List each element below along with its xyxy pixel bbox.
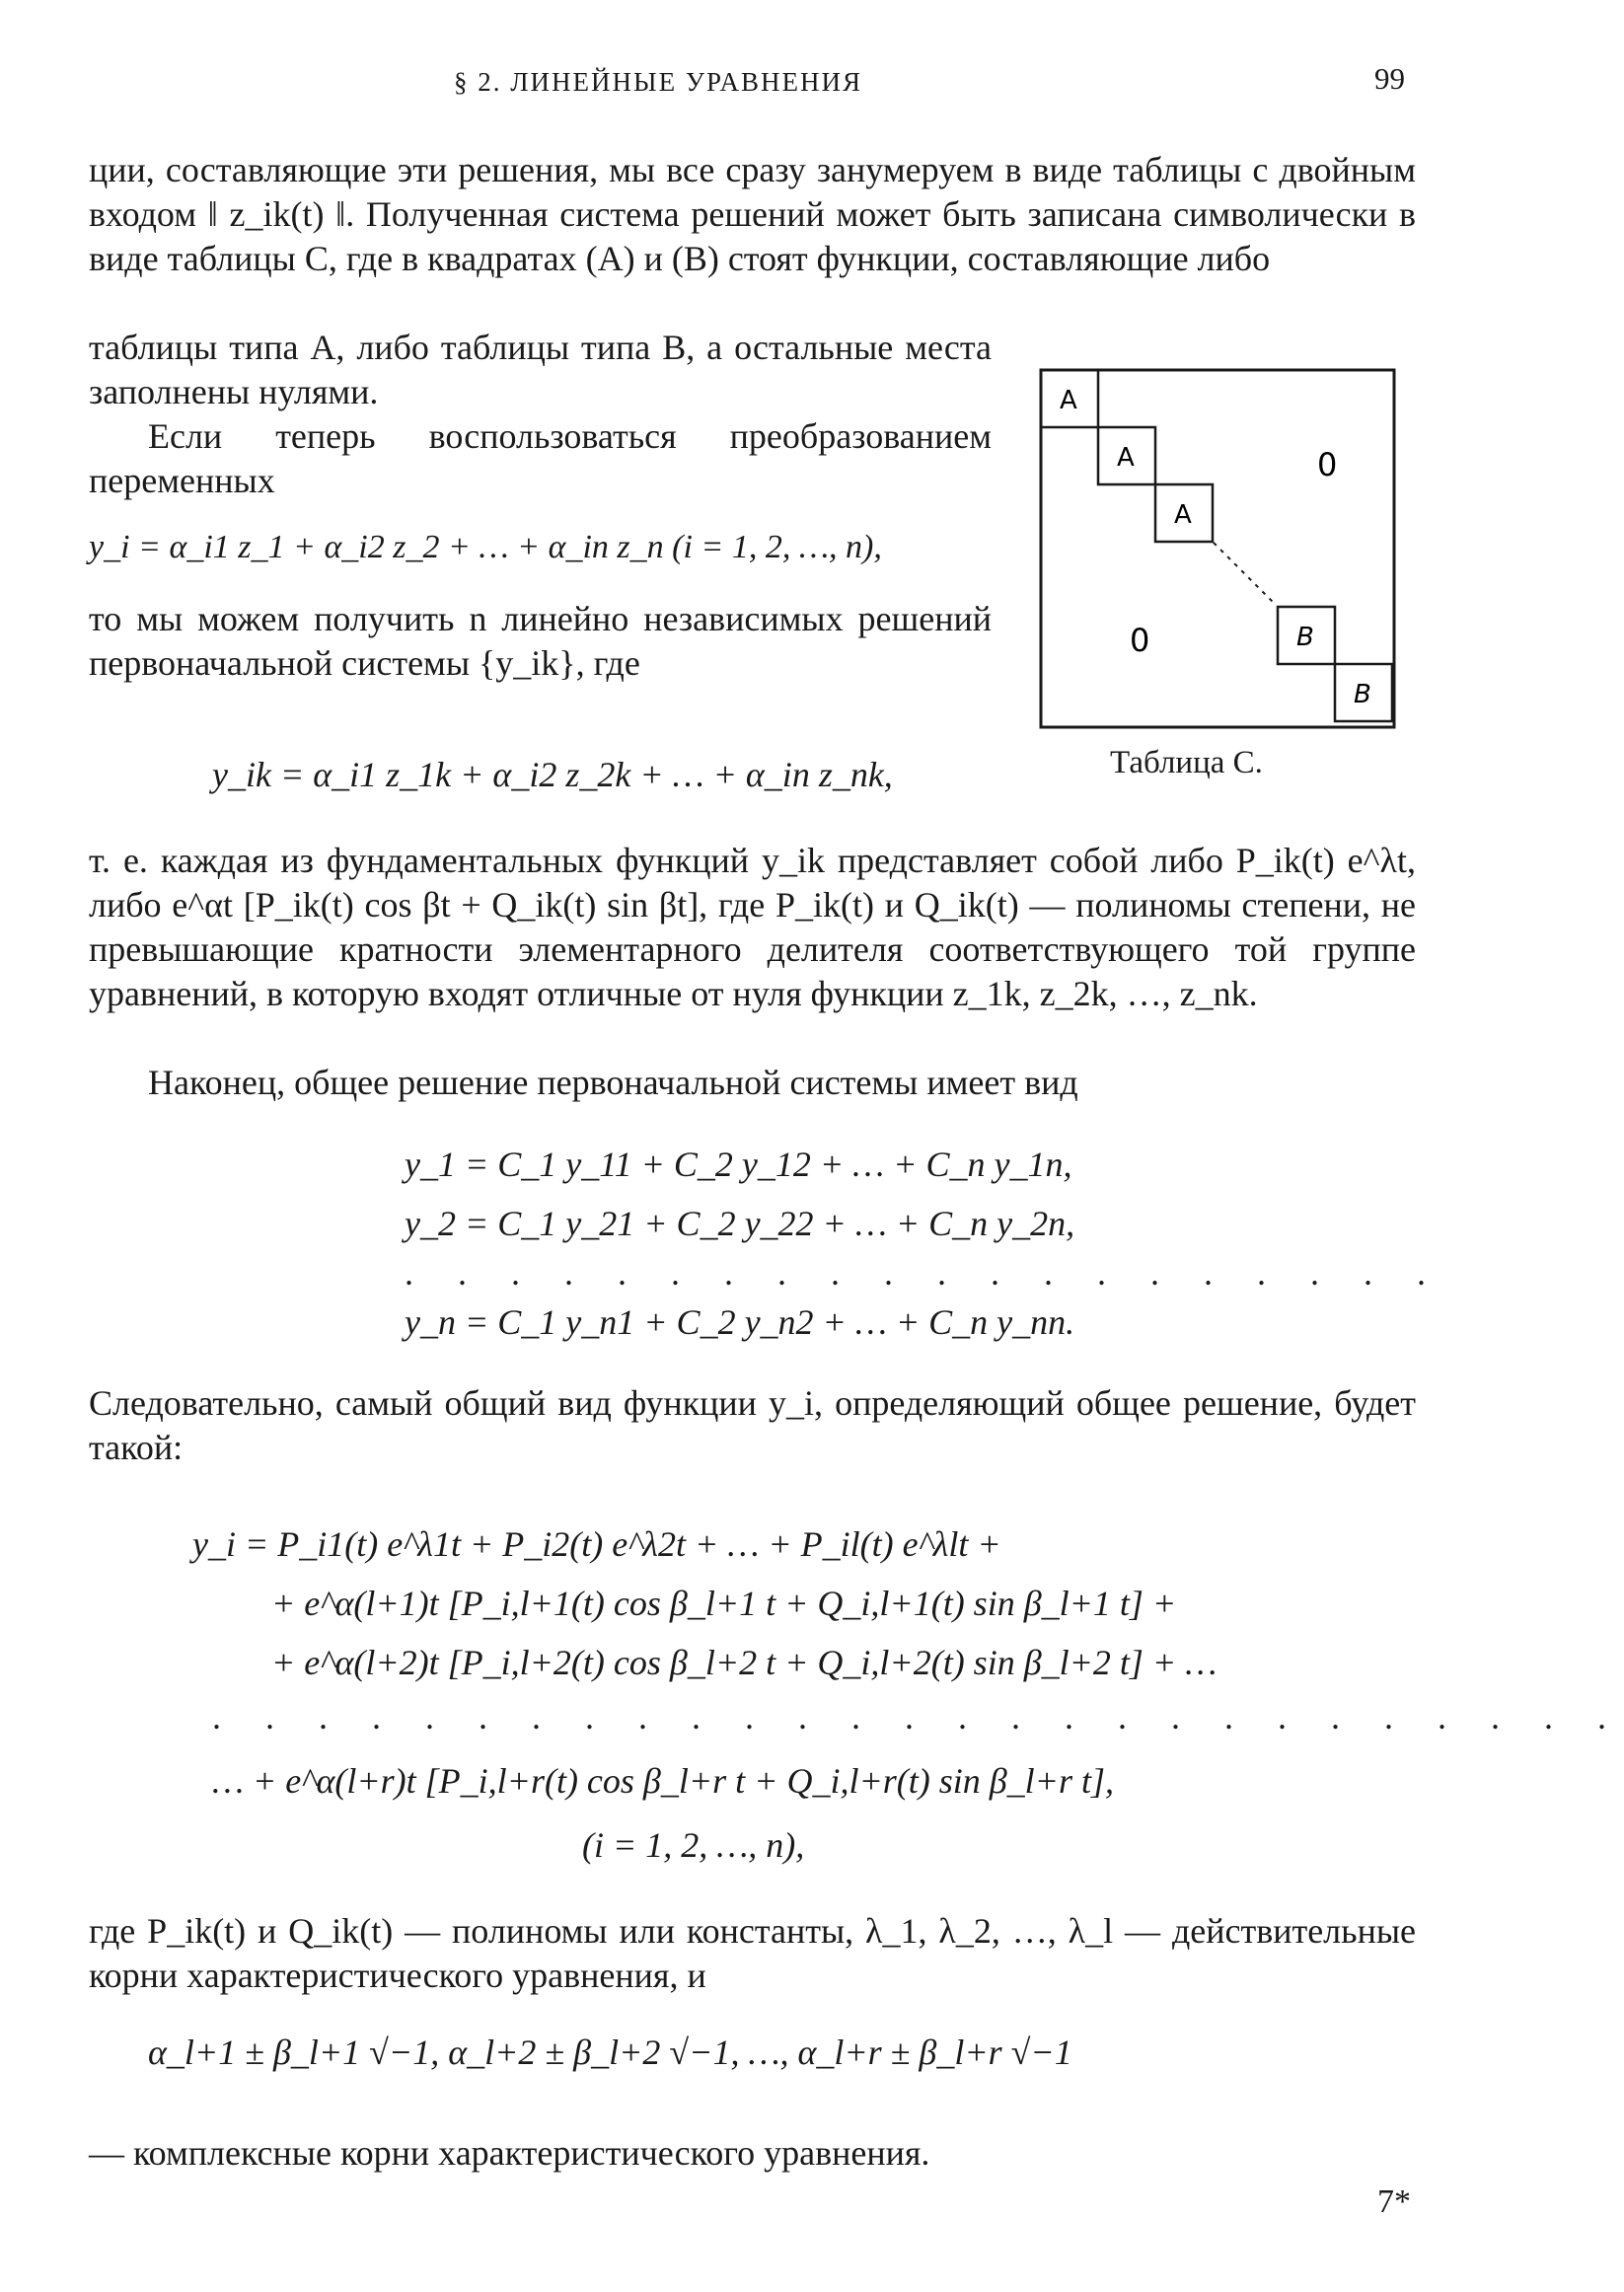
paragraph-1b-text: таблицы типа A, либо таблицы типа B, а остальные места заполнены нулями.: [89, 328, 992, 411]
equation-4-index: (i = 1, 2, …, n),: [582, 1825, 805, 1865]
running-title: § 2. ЛИНЕЙНЫЕ УРАВНЕНИЯ: [454, 67, 863, 97]
paragraph-4-text: т. е. каждая из фундаментальных функций y_ik представляет собой либо P_ik(t) e^λt, либо e^αt [P_ik(t) cos βt + Q_ik(t) sin βt], где P_ik(t) и Q_ik(t) — полиномы степени, не превышающие кратности элементарного делителя соответствующего той группе уравнений, в которую входят отличные от нуля функции z_1k, z_2k, …, z_nk.: [89, 841, 1416, 1013]
paragraph-2-text: Если теперь воспользоваться преобразованием переменных: [89, 416, 992, 500]
paragraph-1: [89, 148, 1416, 281]
label-b-2: B: [1354, 680, 1371, 709]
paragraph-3-text: то мы можем получить n линейно независимых решений первоначальной системы {y_ik}, где: [89, 599, 992, 683]
page-number: 99: [1374, 61, 1405, 96]
label-a-3: A: [1174, 500, 1192, 530]
diagonal-dots: [1214, 543, 1276, 605]
table-c-figure: [1036, 365, 1401, 735]
equation-3-line-4: y_n = C_1 y_n1 + C_2 y_n2 + … + C_n y_nn.: [405, 1302, 1075, 1342]
paragraph-6: [89, 1381, 1416, 1470]
paragraph-6-text: Следовательно, самый общий вид функции y_i, определяющий общее решение, будет такой:: [89, 1383, 1416, 1467]
label-b-1: B: [1296, 623, 1314, 652]
table-c-diagram: [1036, 365, 1401, 735]
equation-4-line-1: y_i = P_i1(t) e^λ1t + P_i2(t) e^λ2t + … + P_il(t) e^λlt +: [192, 1524, 1001, 1564]
label-zero-upper: 0: [1317, 446, 1338, 483]
equation-3-dots: . . . . . . . . . . . . . . . . . . . .: [405, 1253, 1443, 1293]
equation-4-dots: . . . . . . . . . . . . . . . . . . . . . . . . . . .: [212, 1697, 1624, 1737]
equation-4-line-3: + e^α(l+2)t [P_i,l+2(t) cos β_l+2 t + Q_i,l+2(t) sin β_l+2 t] + …: [271, 1643, 1218, 1682]
label-a-2: A: [1117, 443, 1135, 473]
paragraph-7: [89, 1909, 1416, 1998]
label-a-1: A: [1060, 386, 1077, 415]
paragraph-7-text: где P_ik(t) и Q_ik(t) — полиномы или константы, λ_1, λ_2, …, λ_l — действительные корни характеристического уравнения, и: [89, 1911, 1416, 1995]
equation-3-line-1: y_1 = C_1 y_11 + C_2 y_12 + … + C_n y_1n,: [405, 1145, 1072, 1184]
paragraph-5-text: Наконец, общее решение первоначальной системы имеет вид: [148, 1063, 1078, 1102]
paragraph-4: [89, 839, 1416, 1016]
table-c-caption: Таблица C.: [1110, 745, 1263, 780]
equation-3-line-2: y_2 = C_1 y_21 + C_2 y_22 + … + C_n y_2n,: [405, 1204, 1075, 1243]
label-zero-lower: 0: [1130, 622, 1150, 659]
paragraph-8-text: — комплексные корни характеристического уравнения.: [89, 2133, 930, 2173]
paragraph-2: [89, 414, 992, 503]
paragraph-8: [89, 2131, 1416, 2176]
paragraph-1-text: ции, составляющие эти решения, мы все сразу занумеруем в виде таблицы с двойным входом ‖ z_ik(t) ‖. Полученная система решений может быть записана символически в виде таблицы C, где в квадратах (A) и (B) стоят функции, составляющие либо: [89, 150, 1416, 278]
paragraph-5: [89, 1061, 1416, 1105]
paragraph-3: [89, 597, 992, 686]
signature-mark: 7*: [1377, 2183, 1411, 2220]
equation-4-line-5: … + e^α(l+r)t [P_i,l+r(t) cos β_l+r t + Q_i,l+r(t) sin β_l+r t],: [212, 1761, 1114, 1801]
outer-frame: [1041, 370, 1394, 727]
paragraph-1b: [89, 326, 992, 414]
equation-5: α_l+1 ± β_l+1 √−1, α_l+2 ± β_l+2 √−1, …, α_l+r ± β_l+r √−1: [148, 2033, 1072, 2072]
equation-2: y_ik = α_i1 z_1k + α_i2 z_2k + … + α_in z_nk,: [212, 755, 893, 794]
equation-4-line-2: + e^α(l+1)t [P_i,l+1(t) cos β_l+1 t + Q_i,l+1(t) sin β_l+1 t] +: [271, 1584, 1177, 1623]
equation-1: y_i = α_i1 z_1 + α_i2 z_2 + … + α_in z_n (i = 1, 2, …, n),: [89, 529, 882, 565]
